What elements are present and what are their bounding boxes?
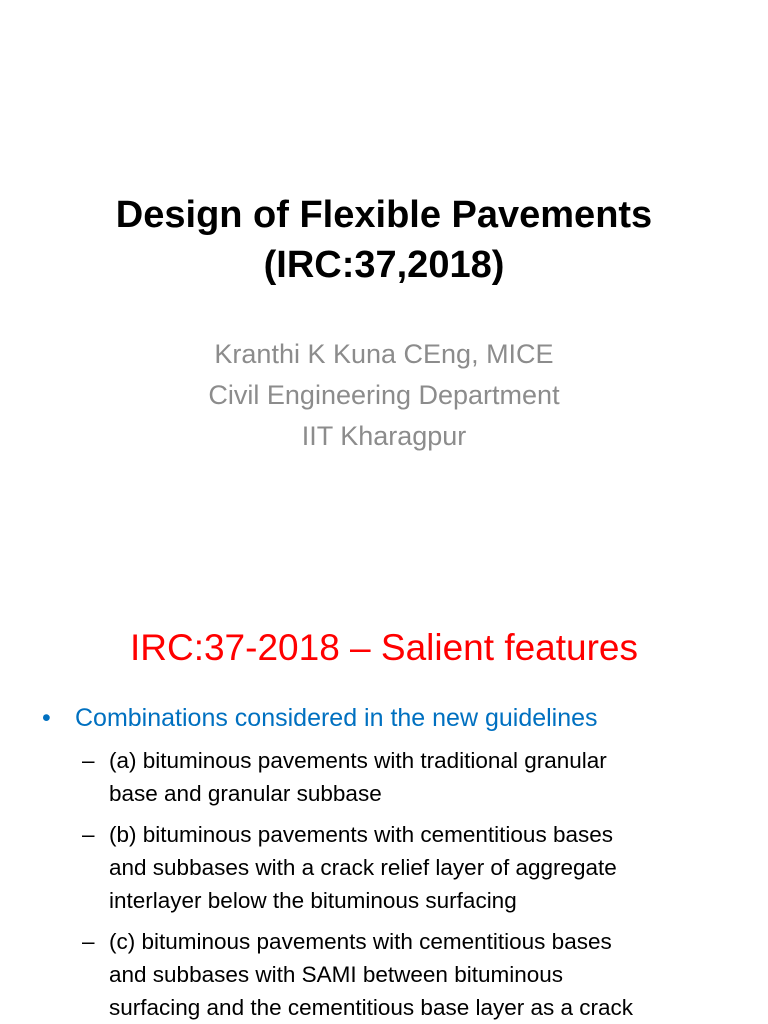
sub-bullet-item-b xyxy=(82,818,762,917)
dash-icon: – xyxy=(82,748,95,773)
title-line-2: (IRC:37,2018) xyxy=(263,244,505,286)
title-line-1: Design of Flexible Pavements xyxy=(115,194,653,236)
presentation-subtitle xyxy=(0,334,768,457)
sub-bullet-line: and subbases with SAMI between bituminous xyxy=(109,962,564,987)
dash-icon: – xyxy=(82,929,95,954)
sub-bullet-item-c xyxy=(82,925,762,1024)
sub-bullet-item-a xyxy=(82,744,762,810)
sub-bullet-line: surfacing and the cementitious base layer as a crack xyxy=(109,995,634,1020)
author-line: Kranthi K Kuna CEng, MICE xyxy=(214,339,554,369)
sub-bullet-line: (c) bituminous pavements with cementitious bases xyxy=(109,929,612,954)
sub-bullet-line: base and granular subbase xyxy=(109,781,382,806)
sub-bullet-list xyxy=(82,744,762,1024)
sub-bullet-line: interlayer below the bituminous surfacing xyxy=(109,888,517,913)
sub-bullet-line: (a) bituminous pavements with traditional granular xyxy=(109,748,607,773)
sub-bullet-line: and subbases with a crack relief layer of aggregate xyxy=(109,855,617,880)
dash-icon: – xyxy=(82,822,95,847)
slide-salient-features xyxy=(0,576,768,1024)
bullet-item xyxy=(42,701,598,735)
sub-bullet-line: (b) bituminous pavements with cementitious bases xyxy=(109,822,613,847)
institute-line: IIT Kharagpur xyxy=(301,421,467,451)
bullet-text: Combinations considered in the new guidelines xyxy=(75,704,598,732)
bullet-dot-icon: • xyxy=(42,704,51,732)
presentation-title xyxy=(0,190,768,290)
slide-heading: IRC:37-2018 – Salient features xyxy=(129,627,639,668)
department-line: Civil Engineering Department xyxy=(208,380,560,410)
